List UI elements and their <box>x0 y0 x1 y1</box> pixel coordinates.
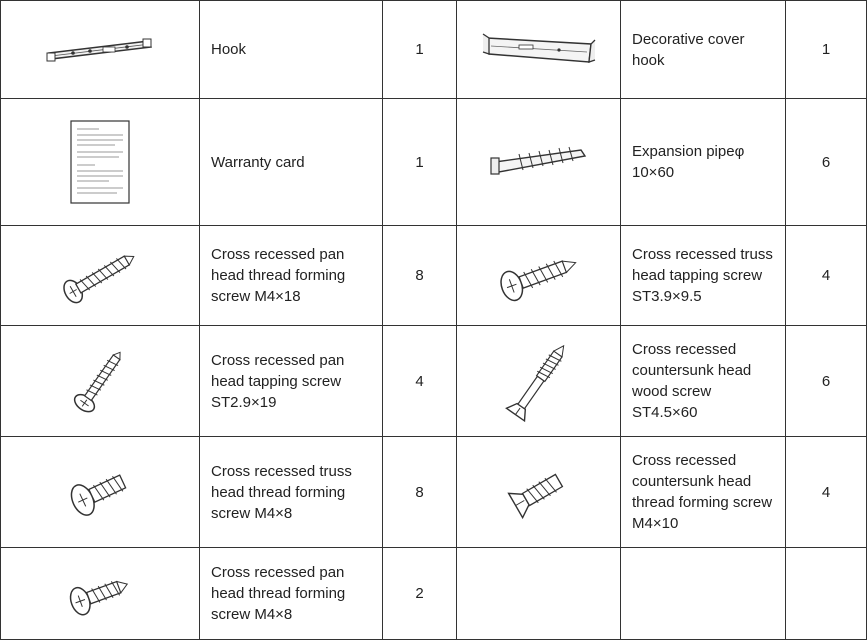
part-quantity: 1 <box>786 1 867 99</box>
table-row <box>1 437 867 548</box>
part-name: Expansion pipeφ 10×60 <box>621 99 786 226</box>
part-name: Hook <box>200 1 383 99</box>
truss-head-screw-icon <box>65 460 135 524</box>
part-name: Cross recessed countersunk head wood screw ST4.5×60 <box>621 326 786 437</box>
table-row <box>1 548 867 640</box>
part-quantity: 4 <box>786 226 867 326</box>
table-row <box>1 1 867 99</box>
part-quantity: 1 <box>383 1 457 99</box>
table-row <box>1 326 867 437</box>
part-quantity: 6 <box>786 99 867 226</box>
truss-head-tapping-screw-icon <box>494 244 584 308</box>
part-quantity: 1 <box>383 99 457 226</box>
part-name: Warranty card <box>200 99 383 226</box>
empty-cell <box>786 548 867 640</box>
part-image-cell <box>1 437 200 548</box>
empty-cell <box>621 548 786 640</box>
part-image-cell <box>1 226 200 326</box>
part-image-cell <box>457 326 621 437</box>
part-name: Cross recessed pan head thread forming screw M4×18 <box>200 226 383 326</box>
warranty-card-icon <box>69 119 131 205</box>
part-quantity: 4 <box>383 326 457 437</box>
decorative-cover-hook-icon <box>479 32 599 68</box>
part-image-cell <box>457 226 621 326</box>
part-name: Cross recessed countersunk head thread forming screw M4×10 <box>621 437 786 548</box>
part-name: Cross recessed pan head tapping screw ST2.9×19 <box>200 326 383 437</box>
part-image-cell <box>457 1 621 99</box>
pan-head-tapping-screw-icon <box>65 341 135 421</box>
countersunk-wood-screw-icon <box>494 336 584 426</box>
part-quantity: 8 <box>383 437 457 548</box>
pan-head-screw-icon <box>55 244 145 308</box>
part-image-cell <box>457 99 621 226</box>
empty-cell <box>457 548 621 640</box>
expansion-pipe-icon <box>489 140 589 184</box>
part-image-cell <box>1 1 200 99</box>
part-name: Cross recessed pan head thread forming screw M4×8 <box>200 548 383 640</box>
part-quantity: 4 <box>786 437 867 548</box>
hook-bracket-icon <box>45 35 155 65</box>
part-image-cell <box>1 99 200 226</box>
part-name: Cross recessed truss head tapping screw ST3.9×9.5 <box>621 226 786 326</box>
table-row <box>1 99 867 226</box>
part-name: Cross recessed truss head thread forming screw M4×8 <box>200 437 383 548</box>
part-quantity: 8 <box>383 226 457 326</box>
countersunk-screw-icon <box>504 460 574 524</box>
part-image-cell <box>1 326 200 437</box>
part-quantity: 6 <box>786 326 867 437</box>
short-pan-head-screw-icon <box>65 564 135 624</box>
part-name: Decorative cover hook <box>621 1 786 99</box>
part-image-cell <box>457 437 621 548</box>
part-image-cell <box>1 548 200 640</box>
table-row <box>1 226 867 326</box>
part-quantity: 2 <box>383 548 457 640</box>
